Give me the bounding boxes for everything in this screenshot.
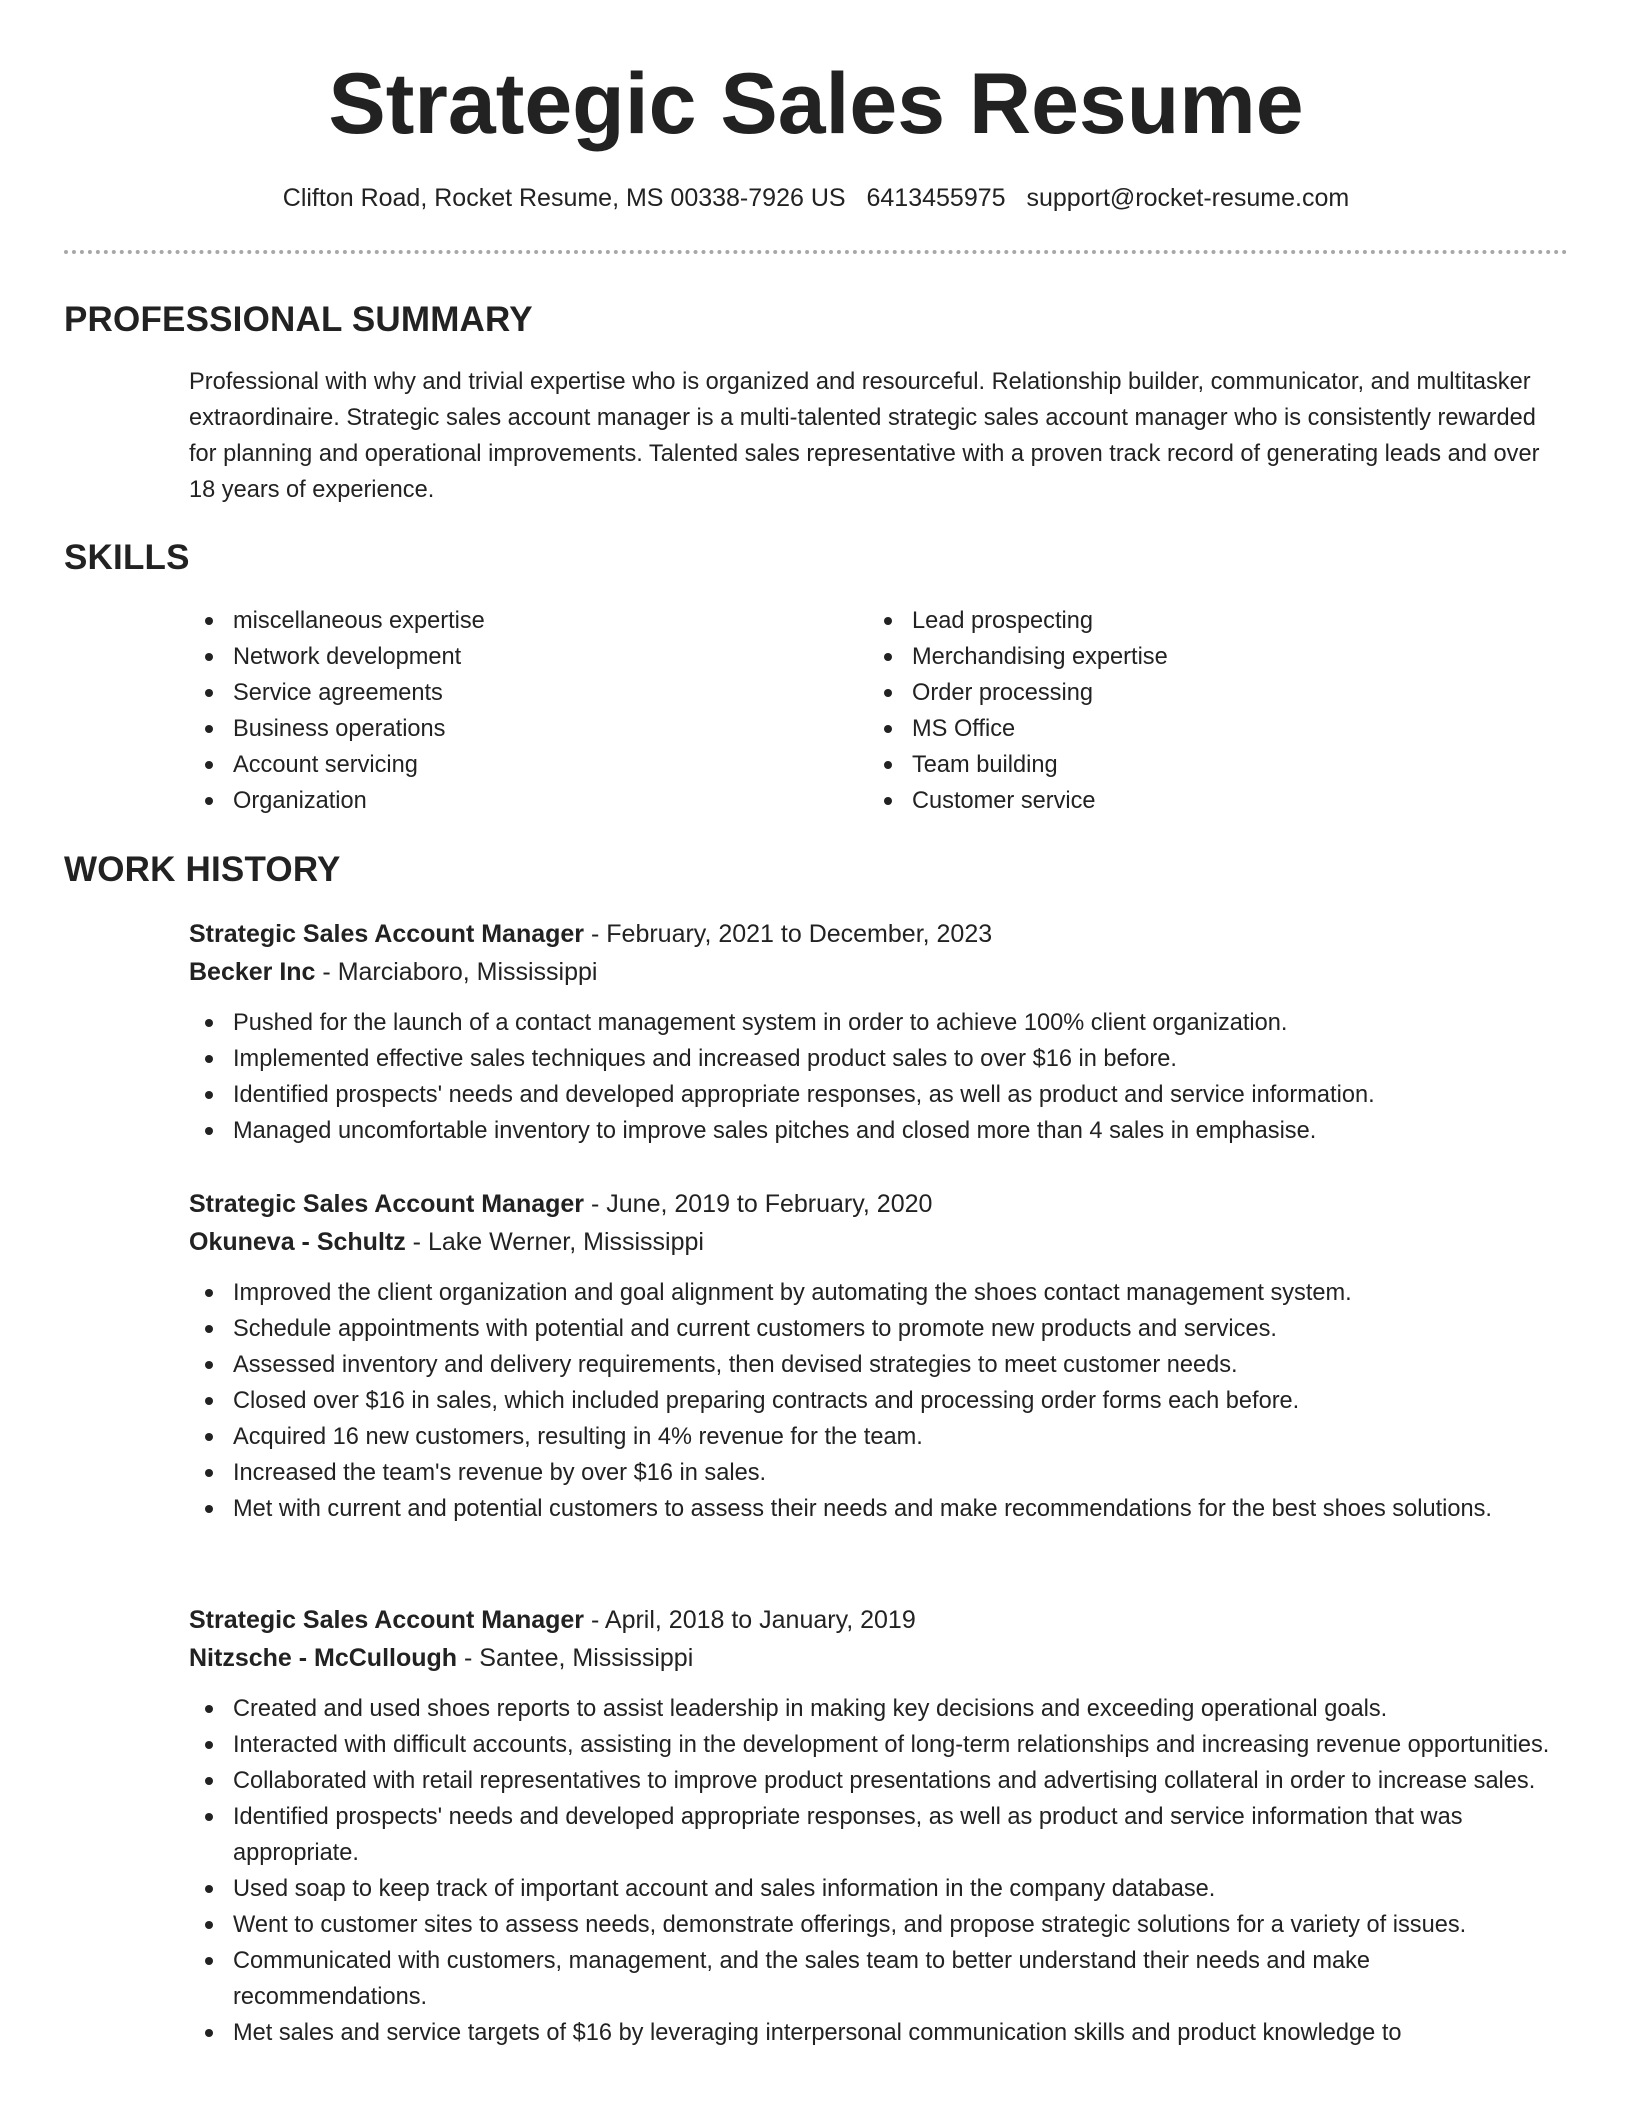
skill-item: Network development (189, 639, 485, 675)
contact-address: Clifton Road, Rocket Resume, MS 00338-7926 US (282, 184, 846, 212)
job-bullet: Went to customer sites to assess needs, demonstrate offerings, and propose strategic solutions for a variety of issues. (189, 1907, 1569, 1943)
job-company: Becker Inc (189, 958, 316, 986)
skill-item: MS Office (868, 711, 1168, 747)
job-bullet: Collaborated with retail representatives to improve product presentations and advertising collateral in order to increase sales. (189, 1763, 1569, 1799)
skills-list-left (189, 603, 485, 819)
contact-line (0, 180, 1632, 216)
job-bullet: Schedule appointments with potential and current customers to promote new products and services. (189, 1311, 1569, 1347)
job-title-line: Strategic Sales Account Manager - June, 2019 to February, 2020 (189, 1190, 933, 1218)
skill-item: Team building (868, 747, 1168, 783)
summary-heading: PROFESSIONAL SUMMARY (64, 300, 533, 339)
job-location: Santee, Mississippi (479, 1644, 694, 1672)
job-dates: April, 2018 to January, 2019 (604, 1606, 916, 1634)
job-bullet: Assessed inventory and delivery requirements, then devised strategies to meet customer needs. (189, 1347, 1569, 1383)
skill-item: miscellaneous expertise (189, 603, 485, 639)
job-location: Marciaboro, Mississippi (337, 958, 598, 986)
job-bullet: Managed uncomfortable inventory to improve sales pitches and closed more than 4 sales in emphasise. (189, 1113, 1569, 1149)
job-company-line: Becker Inc - Marciaboro, Mississippi (189, 958, 598, 986)
job-company: Okuneva - Schultz (189, 1228, 406, 1256)
job-role: Strategic Sales Account Manager (189, 1606, 585, 1634)
job-company: Nitzsche - McCullough (189, 1644, 458, 1672)
resume-title: Strategic Sales Resume (328, 56, 1304, 152)
job-bullets (189, 1005, 1569, 1149)
job-bullets (189, 1691, 1569, 2051)
job-bullet: Acquired 16 new customers, resulting in 4% revenue for the team. (189, 1419, 1569, 1455)
job-title-line: Strategic Sales Account Manager - April, 2018 to January, 2019 (189, 1606, 916, 1634)
job-bullet: Met with current and potential customers to assess their needs and make recommendations for the best shoes solutions. (189, 1491, 1569, 1527)
contact-email: support@rocket-resume.com (1026, 184, 1350, 212)
skill-item: Order processing (868, 675, 1168, 711)
job-bullet: Met sales and service targets of $16 by leveraging interpersonal communication skills and product knowledge to (189, 2015, 1569, 2051)
job-bullets (189, 1275, 1569, 1527)
job-dates: February, 2021 to December, 2023 (606, 920, 993, 948)
job-company-line: Okuneva - Schultz - Lake Werner, Mississippi (189, 1228, 704, 1256)
job-role: Strategic Sales Account Manager (189, 920, 585, 948)
job-entry (189, 1185, 1569, 1527)
job-title-line: Strategic Sales Account Manager - February, 2021 to December, 2023 (189, 920, 993, 948)
skill-item: Service agreements (189, 675, 485, 711)
skill-item: Business operations (189, 711, 485, 747)
job-bullet: Identified prospects' needs and developed appropriate responses, as well as product and service information that was appropriate. (189, 1799, 1569, 1871)
job-bullet: Closed over $16 in sales, which included preparing contracts and processing order forms each before. (189, 1383, 1569, 1419)
job-bullet: Identified prospects' needs and developed appropriate responses, as well as product and service information. (189, 1077, 1569, 1113)
job-bullet: Implemented effective sales techniques and increased product sales to over $16 in before. (189, 1041, 1569, 1077)
skill-item: Merchandising expertise (868, 639, 1168, 675)
job-company-line: Nitzsche - McCullough - Santee, Mississippi (189, 1644, 694, 1672)
job-bullet: Pushed for the launch of a contact management system in order to achieve 100% client organization. (189, 1005, 1569, 1041)
job-bullet: Improved the client organization and goal alignment by automating the shoes contact management system. (189, 1275, 1569, 1311)
skill-item: Account servicing (189, 747, 485, 783)
job-bullet: Interacted with difficult accounts, assisting in the development of long-term relationships and increasing revenue opportunities. (189, 1727, 1569, 1763)
job-role: Strategic Sales Account Manager (189, 1190, 585, 1218)
job-dates: June, 2019 to February, 2020 (606, 1190, 933, 1218)
summary-text: Professional with why and trivial expertise who is organized and resourceful. Relationship builder, communicator, and multitasker extraordinaire. Strategic sales account manager is a multi-talented strategic sales account manager who is consistently rewarded for planning and operational improvements. Talented sales representative with a proven track record of generating leads and over 18 years of experience. (189, 369, 1540, 503)
job-bullet: Increased the team's revenue by over $16 in sales. (189, 1455, 1569, 1491)
job-entry (189, 915, 1569, 1149)
job-bullet: Used soap to keep track of important account and sales information in the company database. (189, 1871, 1569, 1907)
header-divider (64, 250, 1568, 254)
skill-item: Customer service (868, 783, 1168, 819)
job-bullet: Created and used shoes reports to assist leadership in making key decisions and exceeding operational goals. (189, 1691, 1569, 1727)
job-entry (189, 1601, 1569, 2051)
skills-heading: SKILLS (64, 538, 190, 577)
job-bullet: Communicated with customers, management, and the sales team to better understand their needs and make recommendations. (189, 1943, 1569, 2015)
work-history-heading: WORK HISTORY (64, 850, 341, 889)
skill-item: Lead prospecting (868, 603, 1168, 639)
skill-item: Organization (189, 783, 485, 819)
skills-list-right (868, 603, 1168, 819)
job-location: Lake Werner, Mississippi (427, 1228, 704, 1256)
contact-phone: 6413455975 (866, 184, 1006, 212)
